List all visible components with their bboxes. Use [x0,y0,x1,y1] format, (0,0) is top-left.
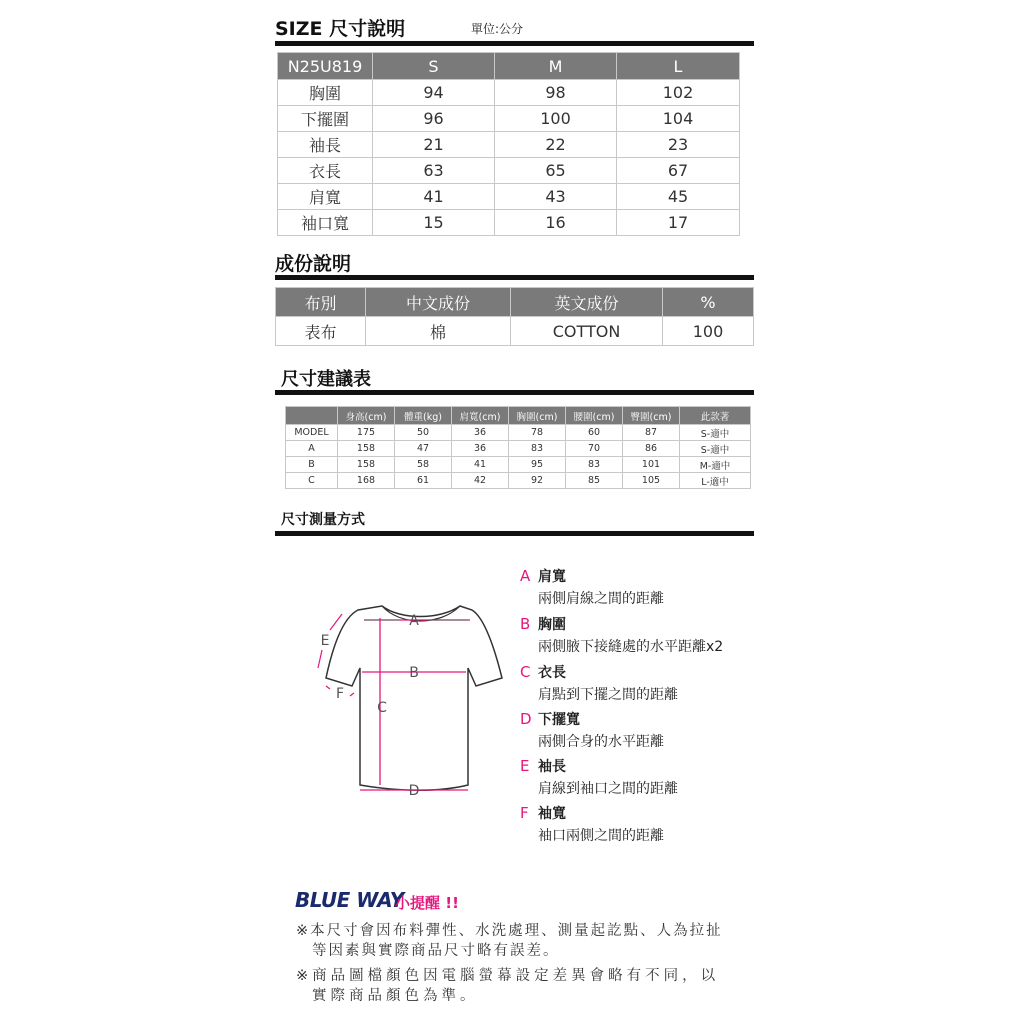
table-cell: 63 [373,158,495,184]
table-cell: 100 [495,106,617,132]
table-cell: B [286,457,338,473]
suggestion-header-cell: 體重(kg) [395,407,452,425]
table-cell: 60 [566,425,623,441]
tshirt-outline [326,606,502,790]
table-cell: L-適中 [680,473,751,489]
diagram-label-f: F [335,686,345,702]
tshirt-collar [382,606,460,621]
size-rule [275,41,754,46]
cuff-arrow-right [350,693,354,696]
table-cell: 175 [338,425,395,441]
legend-desc: 肩點到下擺之間的距離 [538,687,678,703]
table-cell: 78 [509,425,566,441]
suggestion-header-cell: 肩寬(cm) [452,407,509,425]
table-cell: 67 [617,158,740,184]
table-cell: 16 [495,210,617,236]
size-header-cell: S [373,53,495,80]
table-cell: 肩寬 [278,184,373,210]
table-cell: 41 [452,457,509,473]
legend-item-f [520,803,664,845]
table-cell: 22 [495,132,617,158]
table-cell: 15 [373,210,495,236]
table-row [276,317,754,346]
table-cell: 65 [495,158,617,184]
note-1 [296,921,723,961]
table-cell: 棉 [366,317,511,346]
table-row [286,473,751,489]
suggestion-header-cell: 身高(cm) [338,407,395,425]
legend-item-b [520,614,723,656]
legend-name: 袖寬 [538,806,566,822]
diagram-label-b: B [409,665,419,681]
suggestion-header-cell: 胸圍(cm) [509,407,566,425]
composition-table [275,287,754,346]
suggestion-header-cell: 此款著 [680,407,751,425]
table-cell: 36 [452,441,509,457]
diagram-label-d: D [408,783,420,799]
composition-rule [275,275,754,280]
size-table [277,52,740,236]
legend-name: 胸圍 [538,617,566,633]
table-cell: COTTON [511,317,663,346]
table-cell: 83 [566,457,623,473]
table-cell: MODEL [286,425,338,441]
suggestion-header-cell: 腰圍(cm) [566,407,623,425]
suggestion-table [285,406,751,489]
sleeve-arrow-bottom [318,650,322,668]
sleeve-arrow-top [330,614,342,630]
composition-header-cell: 英文成份 [511,288,663,317]
note-1-line-1: ※本尺寸會因布料彈性、水洗處理、測量起訖點、人為拉扯 [296,923,723,939]
table-cell: A [286,441,338,457]
table-cell: 36 [452,425,509,441]
table-cell: 102 [617,80,740,106]
legend-desc: 兩側合身的水平距離 [538,734,664,750]
note-1-line-2: 等因素與實際商品尺寸略有誤差。 [312,943,560,959]
table-row [278,132,740,158]
table-cell: 下擺圍 [278,106,373,132]
size-section-title: SIZE 尺寸說明 [275,18,406,40]
table-cell: 43 [495,184,617,210]
composition-section-title: 成份說明 [275,253,352,275]
suggestion-header-cell [286,407,338,425]
table-row [286,457,751,473]
composition-header-cell: % [663,288,754,317]
table-cell: 表布 [276,317,366,346]
diagram-label-e: E [320,633,330,649]
legend-desc: 袖口兩側之間的距離 [538,828,664,844]
table-cell: 45 [617,184,740,210]
suggestion-section-title: 尺寸建議表 [281,369,371,390]
table-cell: 96 [373,106,495,132]
table-cell: 87 [623,425,680,441]
table-cell: 47 [395,441,452,457]
table-cell: 42 [452,473,509,489]
table-cell: 胸圍 [278,80,373,106]
diagram-label-a: A [409,613,419,629]
table-cell: 袖長 [278,132,373,158]
suggestion-table-header [286,407,751,425]
table-cell: 17 [617,210,740,236]
table-row [286,441,751,457]
table-row [278,210,740,236]
table-cell: 104 [617,106,740,132]
legend-item-d [520,709,664,751]
table-cell: 85 [566,473,623,489]
legend-item-e [520,756,678,798]
diagram-label-c: C [377,700,387,716]
table-cell: S-適中 [680,441,751,457]
note-2 [296,966,719,1006]
brand-logo: BLUE WAY [295,888,404,912]
table-cell: 衣長 [278,158,373,184]
table-cell: 袖口寬 [278,210,373,236]
table-cell: 92 [509,473,566,489]
legend-name: 肩寬 [538,569,566,585]
table-row [278,106,740,132]
legend-letter: D [520,710,532,728]
table-cell: 50 [395,425,452,441]
suggestion-header-cell: 臀圍(cm) [623,407,680,425]
table-cell: C [286,473,338,489]
legend-desc: 兩側肩線之間的距離 [538,591,664,607]
table-cell: 98 [495,80,617,106]
table-cell: 168 [338,473,395,489]
table-cell: M-適中 [680,457,751,473]
legend-name: 袖長 [538,759,566,775]
table-cell: 70 [566,441,623,457]
table-cell: 95 [509,457,566,473]
table-cell: 58 [395,457,452,473]
table-cell: 83 [509,441,566,457]
table-cell: 94 [373,80,495,106]
size-header-cell: L [617,53,740,80]
tshirt-diagram [300,590,510,815]
composition-header-cell: 布別 [276,288,366,317]
note-2-line-1: ※商品圖檔顏色因電腦螢幕設定差異會略有不同，以 [296,968,720,984]
note-2-line-2: 實際商品顏色為準。 [312,988,479,1004]
legend-letter: A [520,567,531,585]
legend-name: 衣長 [538,665,566,681]
legend-letter: B [520,615,531,633]
composition-table-header [276,288,754,317]
reminder-label: 小提醒 !! [395,894,459,912]
legend-item-c [520,662,678,704]
legend-letter: E [520,757,530,775]
size-header-cell: N25U819 [278,53,373,80]
table-cell: 101 [623,457,680,473]
table-row [278,80,740,106]
measure-rule [275,531,754,536]
table-row [286,425,751,441]
cuff-arrow-left [326,686,330,689]
table-row [278,184,740,210]
measure-section-title: 尺寸測量方式 [281,512,365,528]
legend-item-a [520,566,664,608]
table-cell: 105 [623,473,680,489]
legend-letter: C [520,663,531,681]
table-cell: 41 [373,184,495,210]
suggestion-rule [275,390,754,395]
table-cell: 86 [623,441,680,457]
size-header-cell: M [495,53,617,80]
table-cell: 158 [338,457,395,473]
table-cell: 100 [663,317,754,346]
table-cell: 158 [338,441,395,457]
unit-label: 單位:公分 [471,22,524,36]
table-row [278,158,740,184]
legend-name: 下擺寬 [538,712,580,728]
table-cell: 21 [373,132,495,158]
table-cell: 61 [395,473,452,489]
composition-header-cell: 中文成份 [366,288,511,317]
legend-desc: 肩線到袖口之間的距離 [538,781,678,797]
table-cell: S-適中 [680,425,751,441]
table-cell: 23 [617,132,740,158]
size-table-header [278,53,740,80]
legend-letter: F [520,804,529,822]
legend-desc: 兩側腋下接縫處的水平距離x2 [538,639,724,655]
